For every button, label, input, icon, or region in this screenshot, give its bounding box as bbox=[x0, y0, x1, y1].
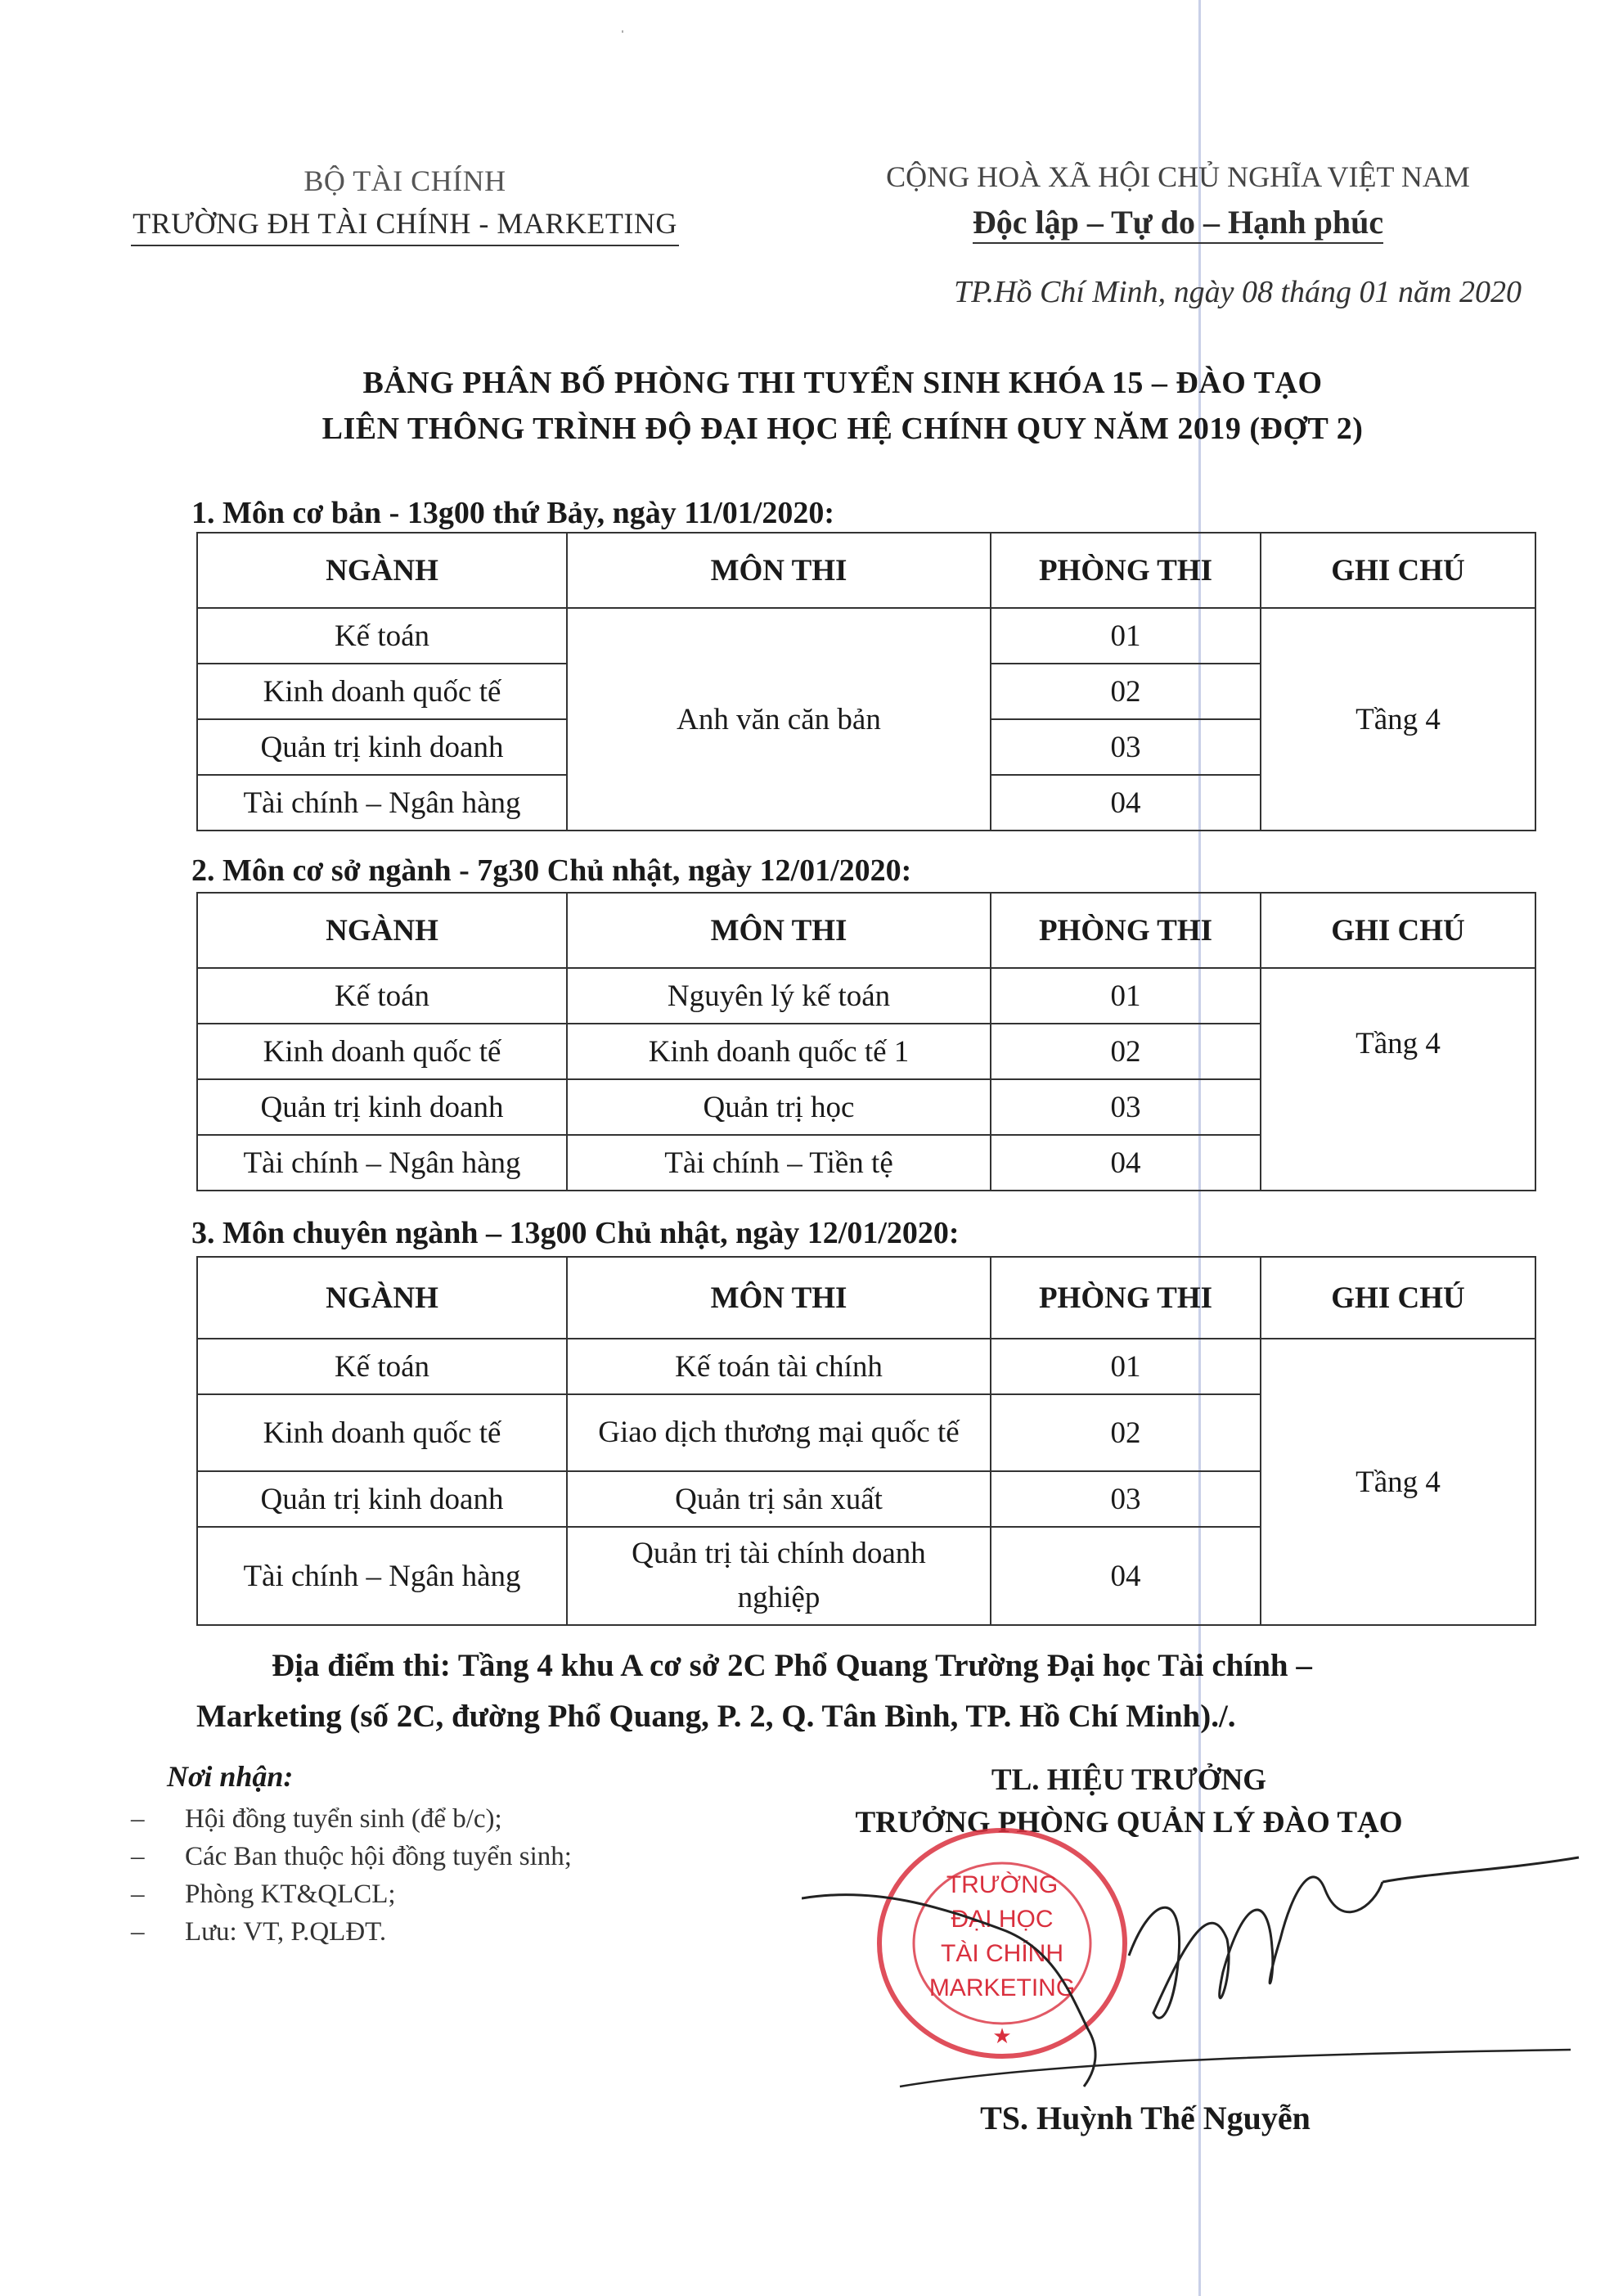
title-line-2: LIÊN THÔNG TRÌNH ĐỘ ĐẠI HỌC HỆ CHÍNH QUY NĂM 2019 (ĐỢT 2) bbox=[321, 412, 1364, 446]
issuer-block bbox=[123, 160, 687, 246]
stamp-line-2: ĐẠI HỌC bbox=[951, 1906, 1054, 1933]
col-room-header: PHÒNG THI bbox=[991, 533, 1261, 608]
table-header-row bbox=[197, 893, 1535, 968]
list-item: – Hội đồng tuyển sinh (để b/c); bbox=[131, 1800, 572, 1838]
col-major-header: NGÀNH bbox=[197, 1257, 567, 1339]
subject-cell: Quản trị sản xuất bbox=[567, 1471, 991, 1527]
col-major-header: NGÀNH bbox=[197, 893, 567, 968]
major-cell: Kế toán bbox=[197, 608, 567, 664]
major-cell: Kinh doanh quốc tế bbox=[197, 1394, 567, 1471]
col-note-header: GHI CHÚ bbox=[1261, 533, 1535, 608]
major-cell: Quản trị kinh doanh bbox=[197, 1079, 567, 1135]
location-line-2: Marketing (số 2C, đường Phổ Quang, P. 2, Q. Tân Bình, TP. Hồ Chí Minh)./. bbox=[196, 1699, 1236, 1734]
col-subject-header: MÔN THI bbox=[567, 533, 991, 608]
document-title bbox=[196, 360, 1489, 452]
room-cell: 02 bbox=[991, 1024, 1261, 1079]
major-cell: Tài chính – Ngân hàng bbox=[197, 775, 567, 831]
recipients-list bbox=[131, 1800, 572, 1951]
handwritten-signature bbox=[802, 1841, 1587, 2127]
note-cell: Tầng 4 bbox=[1261, 968, 1535, 1191]
subject-cell: Anh văn căn bản bbox=[567, 608, 991, 831]
major-cell: Kinh doanh quốc tế bbox=[197, 1024, 567, 1079]
room-cell: 02 bbox=[991, 1394, 1261, 1471]
col-room-header: PHÒNG THI bbox=[991, 1257, 1261, 1339]
room-cell: 03 bbox=[991, 1471, 1261, 1527]
table-row bbox=[197, 968, 1535, 1024]
table-row bbox=[197, 1339, 1535, 1394]
school-name: TRƯỜNG ĐH TÀI CHÍNH - MARKETING bbox=[131, 202, 679, 246]
room-cell: 01 bbox=[991, 1339, 1261, 1394]
section-2-heading: 2. Môn cơ sở ngành - 7g30 Chủ nhật, ngày 12/01/2020: bbox=[191, 853, 912, 888]
exam-location bbox=[196, 1641, 1472, 1742]
room-cell: 04 bbox=[991, 1135, 1261, 1191]
section-3-table bbox=[196, 1256, 1536, 1626]
date-line: TP.Hồ Chí Minh, ngày 08 tháng 01 năm 2020 bbox=[954, 275, 1522, 309]
room-cell: 02 bbox=[991, 664, 1261, 719]
signer-authority: TL. HIỆU TRƯỞNG bbox=[991, 1763, 1267, 1797]
room-cell: 01 bbox=[991, 968, 1261, 1024]
room-cell: 03 bbox=[991, 1079, 1261, 1135]
col-subject-header: MÔN THI bbox=[567, 893, 991, 968]
section-1-heading: 1. Môn cơ bản - 13g00 thứ Bảy, ngày 11/01/2020: bbox=[191, 496, 834, 530]
country-name: CỘNG HOÀ XÃ HỘI CHỦ NGHĨA VIỆT NAM bbox=[886, 160, 1470, 193]
table-header-row bbox=[197, 533, 1535, 608]
room-cell: 04 bbox=[991, 775, 1261, 831]
col-note-header: GHI CHÚ bbox=[1261, 893, 1535, 968]
stamp-star-icon: ★ bbox=[992, 2024, 1012, 2049]
major-cell: Tài chính – Ngân hàng bbox=[197, 1135, 567, 1191]
location-line-1: Địa điểm thi: Tầng 4 khu A cơ sở 2C Phổ Quang Trường Đại học Tài chính – bbox=[272, 1648, 1312, 1683]
room-cell: 04 bbox=[991, 1527, 1261, 1625]
note-cell: Tầng 4 bbox=[1261, 608, 1535, 831]
stamp-line-4: MARKETING bbox=[928, 1974, 1076, 2001]
room-cell: 03 bbox=[991, 719, 1261, 775]
subject-cell: Quản trị tài chính doanh nghiệp bbox=[567, 1527, 991, 1625]
major-cell: Kế toán bbox=[197, 1339, 567, 1394]
scan-speck: ˌ bbox=[620, 16, 625, 33]
subject-cell: Nguyên lý kế toán bbox=[567, 968, 991, 1024]
title-line-1: BẢNG PHÂN BỐ PHÒNG THI TUYỂN SINH KHÓA 15 – ĐÀO TẠO bbox=[362, 366, 1323, 400]
national-motto: Độc lập – Tự do – Hạnh phúc bbox=[973, 204, 1383, 244]
signer-name: TS. Huỳnh Thế Nguyễn bbox=[980, 2100, 1311, 2136]
major-cell: Tài chính – Ngân hàng bbox=[197, 1527, 567, 1625]
major-cell: Kinh doanh quốc tế bbox=[197, 664, 567, 719]
major-cell: Kế toán bbox=[197, 968, 567, 1024]
note-cell: Tầng 4 bbox=[1261, 1339, 1535, 1625]
major-cell: Quản trị kinh doanh bbox=[197, 719, 567, 775]
table-header-row bbox=[197, 1257, 1535, 1339]
col-room-header: PHÒNG THI bbox=[991, 893, 1261, 968]
major-cell: Quản trị kinh doanh bbox=[197, 1471, 567, 1527]
col-major-header: NGÀNH bbox=[197, 533, 567, 608]
section-3-heading: 3. Môn chuyên ngành – 13g00 Chủ nhật, ngày 12/01/2020: bbox=[191, 1216, 960, 1250]
ministry-name: BỘ TÀI CHÍNH bbox=[303, 164, 506, 197]
col-note-header: GHI CHÚ bbox=[1261, 1257, 1535, 1339]
recipients-title: Nơi nhận: bbox=[167, 1760, 294, 1793]
table-row bbox=[197, 608, 1535, 664]
col-subject-header: MÔN THI bbox=[567, 1257, 991, 1339]
stamp-line-1: TRƯỜNG bbox=[946, 1871, 1059, 1898]
list-item: – Lưu: VT, P.QLĐT. bbox=[131, 1913, 572, 1951]
subject-cell: Kinh doanh quốc tế 1 bbox=[567, 1024, 991, 1079]
section-2-table bbox=[196, 892, 1536, 1191]
signer-title: TRƯỞNG PHÒNG QUẢN LÝ ĐÀO TẠO bbox=[855, 1806, 1403, 1839]
list-item: – Các Ban thuộc hội đồng tuyển sinh; bbox=[131, 1838, 572, 1875]
subject-cell: Quản trị học bbox=[567, 1079, 991, 1135]
section-1-table bbox=[196, 532, 1536, 831]
stamp-line-3: TÀI CHÍNH bbox=[941, 1940, 1063, 1967]
list-item: – Phòng KT&QLCL; bbox=[131, 1875, 572, 1913]
subject-cell: Giao dịch thương mại quốc tế bbox=[567, 1394, 991, 1471]
room-cell: 01 bbox=[991, 608, 1261, 664]
subject-cell: Kế toán tài chính bbox=[567, 1339, 991, 1394]
national-header bbox=[818, 154, 1538, 246]
subject-cell: Tài chính – Tiền tệ bbox=[567, 1135, 991, 1191]
